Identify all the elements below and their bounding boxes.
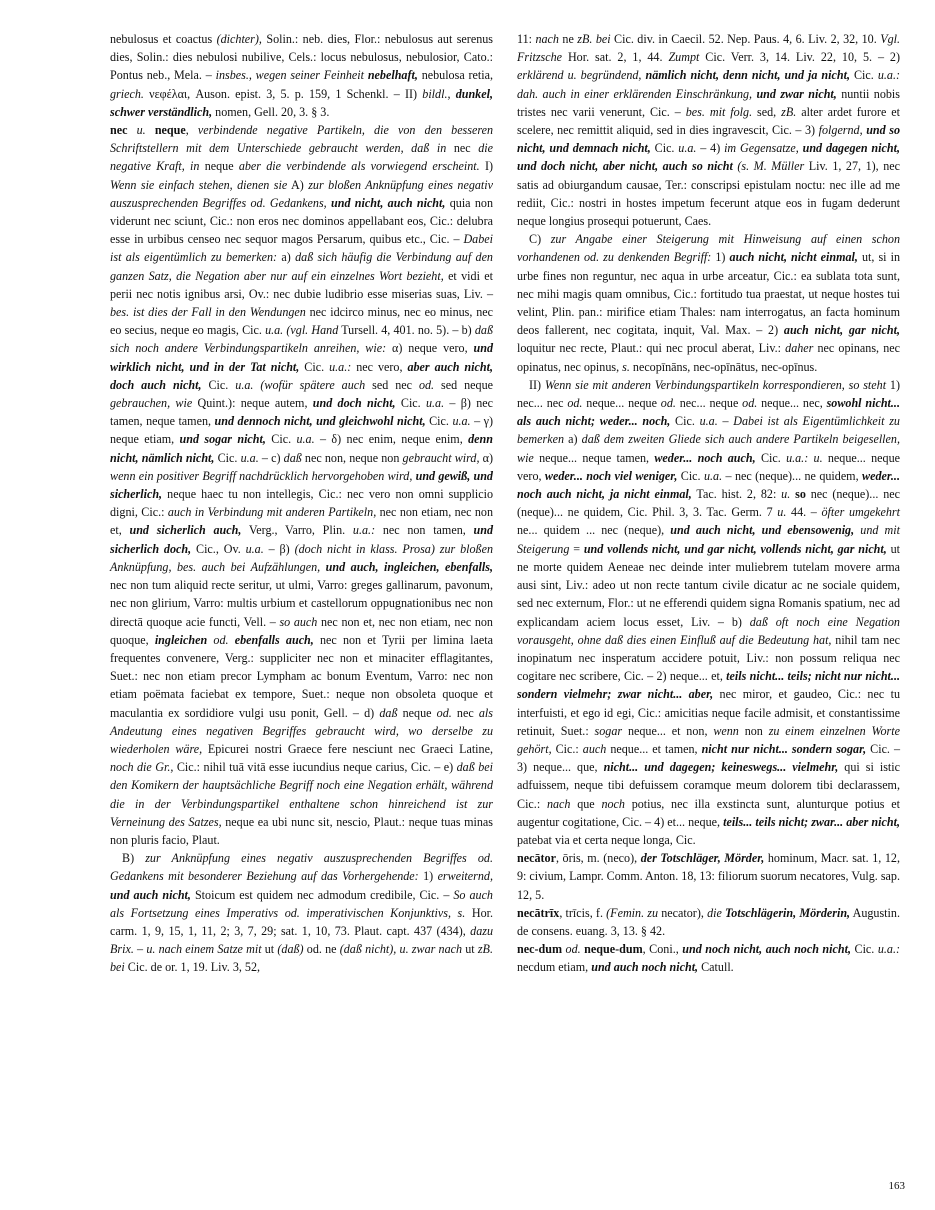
dictionary-paragraph-r4: necātor, ōris, m. (neco), der Totschläger, Mörder, hominum, Macr. sat. 1, 12, 9: civium, Lampr. Comm. Anton. 18, 13: filiorum suorum necatores, Vulg. sap. 12, 5.: [517, 851, 900, 902]
page-number: 163: [888, 1180, 905, 1192]
dictionary-paragraph-l3: B) zur Anknüpfung eines negativ auszusprechenden Begriffes od. Gedankens mit besonderer Beziehung auf das Vorhergehende: 1) erweiternd, und auch nicht, Stoicum est quidem nec admodum credibile, Cic. – So auch als Fortsetzung eines Imperativs od. imperativischen Konjunktivs, s. Hor. carm. 1, 9, 15, 1, 11, 2; 3, 7, 29; sat. 1, 10, 73. Plaut. capt. 437 (434), dazu Brix. – u. nach einem Satze mit ut (daß) od. ne (daß nicht), u. zwar nach ut zB. bei Cic. de or. 1, 19. Liv. 3, 52,: [110, 851, 494, 975]
dictionary-paragraph-r3: II) Wenn sie mit anderen Verbindungspartikeln korrespondieren, so steht 1) nec... nec od. neque... neque od. nec... neque od. neque... nec, sowohl nicht... als auch nicht; weder... noch, Cic. u.a. – Dabei ist als Eigentümlichkeit zu bemerken a) daß dem zweiten Gliede sich auch andere Partikeln beigesellen, wie neque... neque tamen, weder... noch auch, Cic. u.a.: u. neque... neque vero, weder... noch viel weniger, Cic. u.a. – nec (neque)... ne quidem, weder... noch auch nicht, ja nicht einmal, Tac. hist. 2, 82: u. so nec (neque)... nec (neque)... ne quidem, Cic. Phil. 3, 3. Tac. Germ. 7 u. 44. – öfter umgekehrt ne... quidem ... nec (neque), und auch nicht, und ebensowenig, und mit Steigerung = und vollends nicht, und gar nicht, vollends nicht, gar nicht, ut ne morte quidem Aeneae nec deinde inter muliebrem tutelam movere arma ausi sint, Liv.: adeo ut non recte tantum civile dicatur ac ne sociale quidem, sed nec externum, Flor.: ut ne efferendi quidem signa Romanis spatium, nec ad explicandam aciem locus esset, Liv. – b) daß oft noch eine Negation vorausgeht, ohne daß dies einen Einfluß auf die Bedeutung hat, nihil tam nec inopinatum nec insperatum accidere potuit, Liv.: non possum reliqua nec cogitare nec scribere, Cic. – 2) neque... et, teils nicht... teils; nicht nur nicht... sondern vielmehr; zwar nicht... aber, nec miror, et gaudeo, Cic.: nec tu interfuisti, et ego id egi, Cic.: amicitias neque facile admisit, et constantissime retinuit, Suet.: sogar neque... et non, wenn non zu einem einzelnen Worte gehört, Cic.: auch neque... et tamen, nicht nur nicht... sondern sogar, Cic. – 3) neque... que, nicht... und dagegen; keineswegs... vielmehr, qui si istic adfuissem, neque tibi defuissem coramque meum dolorem tibi declarassem, Cic.: nach que noch potius, nec illa exstincta sunt, alunturque potius et augentur cogitatione, Cic. – 4) et... neque, teils... teils nicht; zwar... aber nicht, patebat via et certa neque longa, Cic.: [517, 377, 901, 847]
dictionary-paragraph-l2: nec u. neque, verbindende negative Partikeln, die von den besseren Schriftstellern mit dem Unterschiede gebraucht werden, daß in nec die negative Kraft, in neque aber die verbindende als vorwiegend erscheint. I) Wenn sie einfach stehen, dienen sie A) zur bloßen Anknüpfung eines negativ auszusprechenden Begriffes od. Gedankens, und nicht, auch nicht, quia non viderunt nec sciunt, Cic.: non eros nec dominos appellabant eos, Cic.: delubra esse in urbibus censeo nec sequor magos Persarum, quibus etc., Cic. – Dabei ist als eigentümlich zu bemerken: a) daß sich häufig die Verbindung auf den ganzen Satz, die Negation aber nur auf ein einzelnes Wort bezieht, et vidi et perii nec notis ignibus arsi, Ov.: nec dubie ludibrio esse miserias suas, Liv. – bes. ist dies der Fall in den Wendungen nec idcirco minus, nec eo minus, nec eo secius, neque eo magis, Cic. u.a. (vgl. Hand Tursell. 4, 401. no. 5). – b) daß sich noch andere Verbindungspartikeln anreihen, wie: α) neque vero, und wirklich nicht, und in der Tat nicht, Cic. u.a.: nec vero, aber auch nicht, doch auch nicht, Cic. u.a. (wofür spätere auch sed nec od. sed neque gebrauchen, wie Quint.): neque autem, und doch nicht, Cic. u.a. – β) nec tamen, neque tamen, und dennoch nicht, und gleichwohl nicht, Cic. u.a. – γ) neque etiam, und sogar nicht, Cic. u.a. – δ) nec enim, neque enim, denn nicht, nämlich nicht, Cic. u.a. – c) daß nec non, neque non gebraucht wird, α) wenn ein positiver Begriff nachdrücklich hervorgehoben wird, und gewiß, und sicherlich, neque haec tu non intellegis, Cic.: nec vero non omni supplicio digni, Cic.: auch in Verbindung mit anderen Partikeln, nec non etiam, nec non et, und sicherlich auch, Verg., Varro, Plin. u.a.: nec non tamen, und sicherlich doch, Cic., Ov. u.a. – β) (doch nicht in klass. Prosa) zur bloßen Anknüpfung, bes. auch bei Aufzählungen, und auch, ingleichen, ebenfalls, nec non tum aliquid recte seritur, ut ulmi, Varro: greges gallinarum, pavonum, nec non glirium, Varro: multis urbium et castellorum oppugnationibus nec non directā quoque acie functi, Vell. – so auch nec non et, nec non etiam, nec non quoque, ingleichen od. ebenfalls auch, nec non et Tyrii per limina laeta frequentes convenere, Verg.: suppliciter nec non et minaciter efflagitantes, Suet.: nec non etiam precor Lympham ac bonum Eventum, Varro: nec non etiam poëmata faciebat ex tempore, Suet.: neque non obsoleta quoque et maculantia ex sordidiore vulgi usu ponit, Gell. – d) daß neque od. nec als Andeutung eines negativen Begriffes gebraucht wird, wo derselbe zu wiederholen wäre, Epicurei nostri Graece fere nesciunt nec Graeci Latine, noch die Gr., Cic.: nihil tuā vitā esse iucundius neque carius, Cic. – e) daß bei den Komikern der hauptsächliche Begriff noch eine Negation erhält, während die in der Verbindungspartikel enthaltene schon hinreichend ist zur Verneinung des Satzes, neque ea ubi nunc sit, nescio, Plaut.: neque tuas minas non pluris facio, Plaut.: [110, 123, 494, 847]
left-column: [110, 30, 493, 977]
dictionary-paragraph-r5: necātrīx, trīcis, f. (Femin. zu necator), die Totschlägerin, Mörderin, Augustin. de consens. euang. 3, 13. § 42.: [517, 905, 900, 938]
right-column: [517, 30, 900, 977]
dictionary-paragraph-l1: nebulosus et coactus (dichter), Solin.: neb. dies, Flor.: nebulosus aut serenus dies, Solin.: dies nebulosi nubilive, Cels.: locus nebulosus, nebulosior, Cato.: Pontus neb., Mela. – insbes., wegen seiner Feinheit nebelhaft, nebulosa retia, griech. νεφέλαι, Auson. epist. 3, 5. p. 159, 1 Schenkl. – II) bildl., dunkel, schwer verständlich, nomen, Gell. 20, 3. § 3.: [110, 32, 494, 119]
dictionary-paragraph-r1: 11: nach ne zB. bei Cic. div. in Caecil. 52. Nep. Paus. 4, 6. Liv. 2, 32, 10. Vgl. Fritzsche Hor. sat. 2, 1, 44. Zumpt Cic. Verr. 3, 14. Liv. 22, 10, 5. – 2) erklärend u. begründend, nämlich nicht, denn nicht, und ja nicht, Cic. u.a.: dah. auch in einer erklärenden Einschränkung, und zwar nicht, nuntii nobis tristes nec varii venerunt, Cic. – bes. mit folg. sed, zB. alter ardet furore et scelere, nec remittit aliquid, sed in dies ingravescit, Cic. – 3) folgernd, und so nicht, und demnach nicht, Cic. u.a. – 4) im Gegensatze, und dagegen nicht, und doch nicht, aber nicht, auch so nicht (s. M. Müller Liv. 1, 27, 1), nec satis ad obiurgandum causae, Ter.: conscripsi epistulam noctu: nec ille ad me rediit, Cic.: nostri in hostes impetum fecerunt atque eos in fugam dederunt neque longius prosequi potuerunt, Caes.: [517, 32, 901, 229]
dictionary-paragraph-r2: C) zur Angabe einer Steigerung mit Hinweisung auf einen schon vorhandenen od. zu denkenden Begriff: 1) auch nicht, nicht einmal, ut, si in urbe fines non reguntur, nec aqua in urbe arceatur, Cic.: ea sublata tota sunt, nec mihi magis quam omnibus, Cic.: fortitudo tua praestat, ut neque hostes tui velint, Plin. pan.: mirifice etiam Thales: nam interrogatus, an facta hominum deos fallerent, nec cogitata, inquit, Val. Max. – 2) auch nicht, gar nicht, loquitur nec recte, Plaut.: qui nec procul aberat, Liv.: daher nec opinans, nec opinatus, nec opinus, s. necopīnāns, nec-opīnātus, nec-opīnus.: [517, 232, 900, 374]
dictionary-paragraph-r6: nec-dum od. neque-dum, Coni., und noch nicht, auch noch nicht, Cic. u.a.: necdum etiam, und auch noch nicht, Catull.: [517, 942, 900, 975]
